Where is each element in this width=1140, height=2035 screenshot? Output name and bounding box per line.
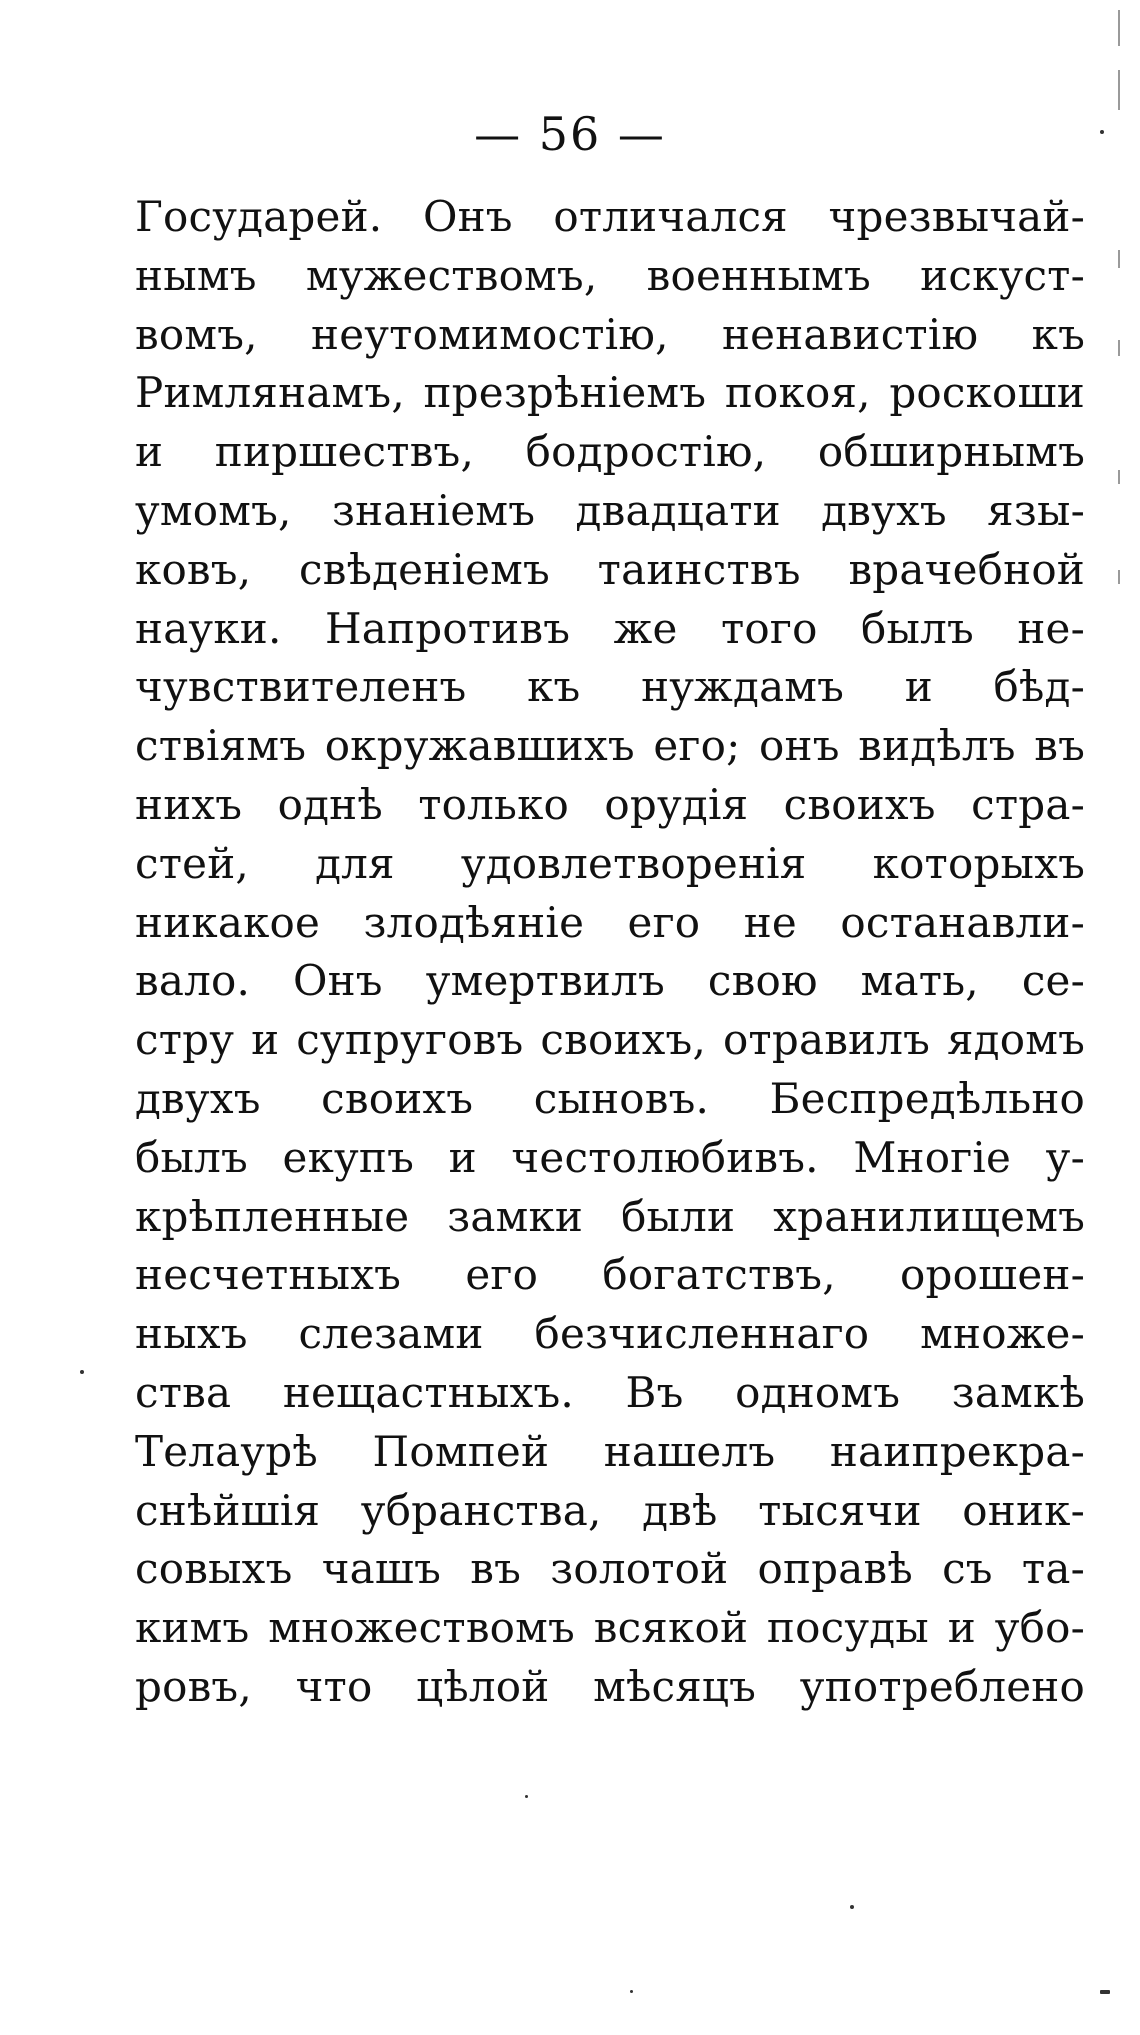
text-line: Римлянамъ, презрѣніемъ покоя, роскоши bbox=[135, 368, 1085, 418]
text-line: стей, для удовлетворенія которыхъ bbox=[135, 838, 1085, 888]
scan-edge-mark bbox=[1118, 340, 1120, 356]
scan-speck bbox=[1100, 1990, 1110, 1994]
page-number: — 56 — bbox=[474, 107, 666, 161]
text-line: Телаурѣ Помпей нашелъ наипрекра- bbox=[135, 1426, 1085, 1476]
scan-speck bbox=[630, 1990, 633, 1993]
text-line: ковъ, свѣденіемъ таинствъ врачебной bbox=[135, 544, 1085, 594]
text-line: вомъ, неутомимостію, ненавистію къ bbox=[135, 309, 1085, 359]
text-line: крѣпленные замки были хранилищемъ bbox=[135, 1191, 1085, 1241]
text-line: двухъ своихъ сыновъ. Беспредѣльно bbox=[135, 1073, 1085, 1123]
scan-speck bbox=[525, 1795, 528, 1798]
scan-edge-mark bbox=[1118, 250, 1120, 268]
scan-edge-mark bbox=[1118, 70, 1120, 110]
text-line: стру и супруговъ своихъ, отравилъ ядомъ bbox=[135, 1015, 1085, 1065]
scan-edge-mark bbox=[1118, 570, 1120, 584]
scan-edge-mark bbox=[1118, 10, 1120, 46]
text-line: ствіямъ окружавшихъ его; онъ видѣлъ въ bbox=[135, 721, 1085, 771]
text-line: кимъ множествомъ всякой посуды и убо- bbox=[135, 1603, 1085, 1653]
text-line: ныхъ слезами безчисленнаго множе- bbox=[135, 1309, 1085, 1359]
body-text bbox=[135, 188, 1085, 1717]
text-line: никакое злодѣяніе его не останавли- bbox=[135, 897, 1085, 947]
scan-speck bbox=[850, 1905, 854, 1909]
text-line: науки. Напротивъ же того былъ не- bbox=[135, 603, 1085, 653]
text-line: ровъ, что цѣлой мѣсяцъ употреблено bbox=[135, 1661, 1085, 1711]
text-line: снѣйшія убранства, двѣ тысячи оник- bbox=[135, 1485, 1085, 1535]
text-line: вало. Онъ умертвилъ свою мать, се- bbox=[135, 956, 1085, 1006]
text-line: нихъ однѣ только орудія своихъ стра- bbox=[135, 779, 1085, 829]
scan-speck bbox=[80, 1370, 84, 1374]
text-line: былъ екупъ и честолюбивъ. Многіе у- bbox=[135, 1132, 1085, 1182]
text-line: Государей. Онъ отличался чрезвычай- bbox=[135, 192, 1085, 241]
text-line: и пиршествъ, бодростію, обширнымъ bbox=[135, 427, 1085, 477]
text-line: ства нещастныхъ. Въ одномъ замкѣ bbox=[135, 1367, 1085, 1417]
scan-speck bbox=[1100, 130, 1104, 134]
text-line: нымъ мужествомъ, военнымъ искуст- bbox=[135, 250, 1085, 300]
text-line: умомъ, знаніемъ двадцати двухъ язы- bbox=[135, 485, 1085, 535]
text-line: совыхъ чашъ въ золотой оправѣ съ та- bbox=[135, 1544, 1085, 1594]
scan-edge-mark bbox=[1118, 470, 1120, 484]
text-line: несчетныхъ его богатствъ, орошен- bbox=[135, 1250, 1085, 1300]
text-line: чувствителенъ къ нуждамъ и бѣд- bbox=[135, 662, 1085, 712]
